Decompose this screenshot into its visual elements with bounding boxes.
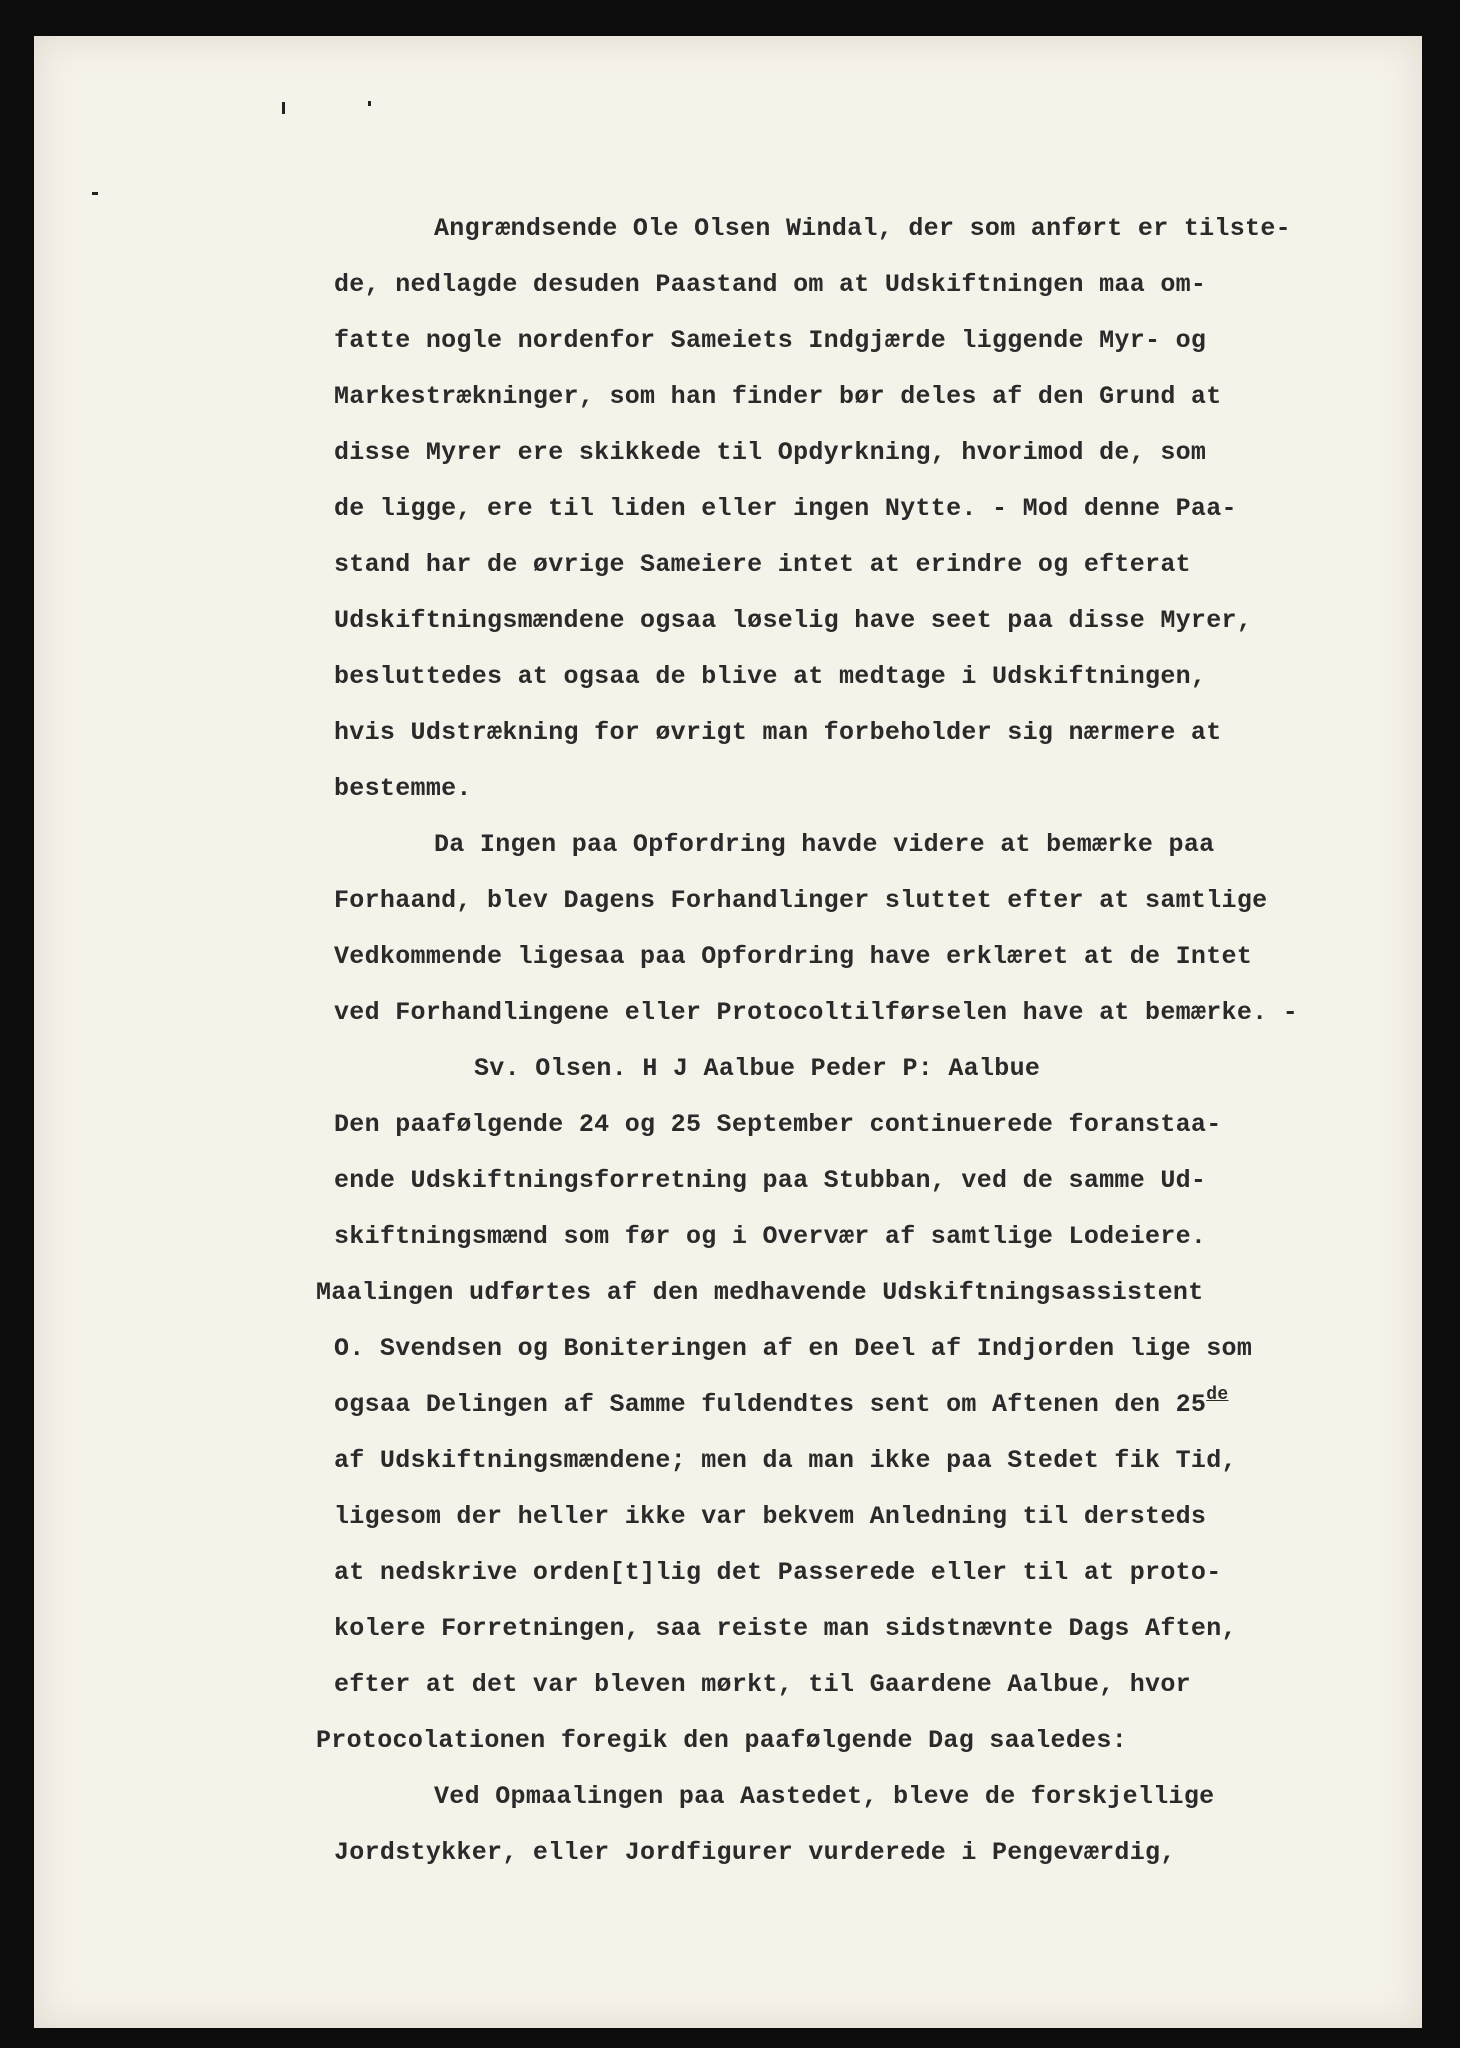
text-line: O. Svendsen og Boniteringen af en Deel af Indjorden lige som: [334, 1334, 1253, 1363]
text-line: de, nedlagde desuden Paastand om at Udskiftningen maa om-: [334, 270, 1207, 299]
text-line: hvis Udstrækning for øvrigt man forbeholder sig nærmere at: [334, 718, 1222, 747]
text-line: kolere Forretningen, saa reiste man sidstnævnte Dags Aften,: [334, 1614, 1237, 1643]
text-line: Markestrækninger, som han finder bør deles af den Grund at: [334, 382, 1222, 411]
signature-line: Sv. Olsen. H J Aalbue Peder P: Aalbue: [474, 1054, 1041, 1083]
text-line: Da Ingen paa Opfordring havde videre at bemærke paa: [434, 830, 1215, 859]
text-line: skiftningsmænd som før og i Overvær af samtlige Lodeiere.: [334, 1222, 1207, 1251]
text-line: Jordstykker, eller Jordfigurer vurderede i Pengeværdig,: [334, 1838, 1176, 1867]
text-line: bestemme.: [334, 774, 472, 803]
text-line: Vedkommende ligesaa paa Opfordring have erklæret at de Intet: [334, 942, 1253, 971]
text-line: Den paafølgende 24 og 25 September continuerede foranstaa-: [334, 1110, 1222, 1139]
text-line: Udskiftningsmændene ogsaa løselig have seet paa disse Myrer,: [334, 606, 1253, 635]
text-line: Forhaand, blev Dagens Forhandlinger sluttet efter at samtlige: [334, 886, 1268, 915]
text-line: de ligge, ere til liden eller ingen Nytte. - Mod denne Paa-: [334, 494, 1237, 523]
superscript-de: de: [1206, 1385, 1229, 1405]
text-line: fatte nogle nordenfor Sameiets Indgjærde liggende Myr- og: [334, 326, 1207, 355]
text-line: Angrændsende Ole Olsen Windal, der som anført er tilste-: [434, 214, 1291, 243]
text-line: disse Myrer ere skikkede til Opdyrkning, hvorimod de, som: [334, 438, 1207, 467]
text-line: Maalingen udførtes af den medhavende Udskiftningsassistent: [316, 1278, 1204, 1307]
text-line: besluttedes at ogsaa de blive at medtage i Udskiftningen,: [334, 662, 1207, 691]
text-line: efter at det var bleven mørkt, til Gaardene Aalbue, hvor: [334, 1670, 1191, 1699]
text-line: ende Udskiftningsforretning paa Stubban, ved de samme Ud-: [334, 1166, 1207, 1195]
document-sheet: [34, 36, 1422, 2028]
text-line: Ved Opmaalingen paa Aastedet, bleve de forskjellige: [434, 1782, 1215, 1811]
text-line: at nedskrive orden[t]lig det Passerede eller til at proto-: [334, 1558, 1222, 1587]
text-line: stand har de øvrige Sameiere intet at erindre og efterat: [334, 550, 1191, 579]
typed-text-body: [34, 36, 1422, 2028]
text-line: ogsaa Delingen af Samme fuldendtes sent om Aftenen den 25: [334, 1390, 1207, 1419]
text-line: ved Forhandlingene eller Protocoltilførselen have at bemærke. -: [334, 998, 1299, 1027]
text-line: Protocolationen foregik den paafølgende Dag saaledes:: [316, 1726, 1128, 1755]
text-line-with-superscript: [334, 1385, 1229, 1419]
text-line: ligesom der heller ikke var bekvem Anledning til dersteds: [334, 1502, 1207, 1531]
text-line: af Udskiftningsmændene; men da man ikke paa Stedet fik Tid,: [334, 1446, 1237, 1475]
